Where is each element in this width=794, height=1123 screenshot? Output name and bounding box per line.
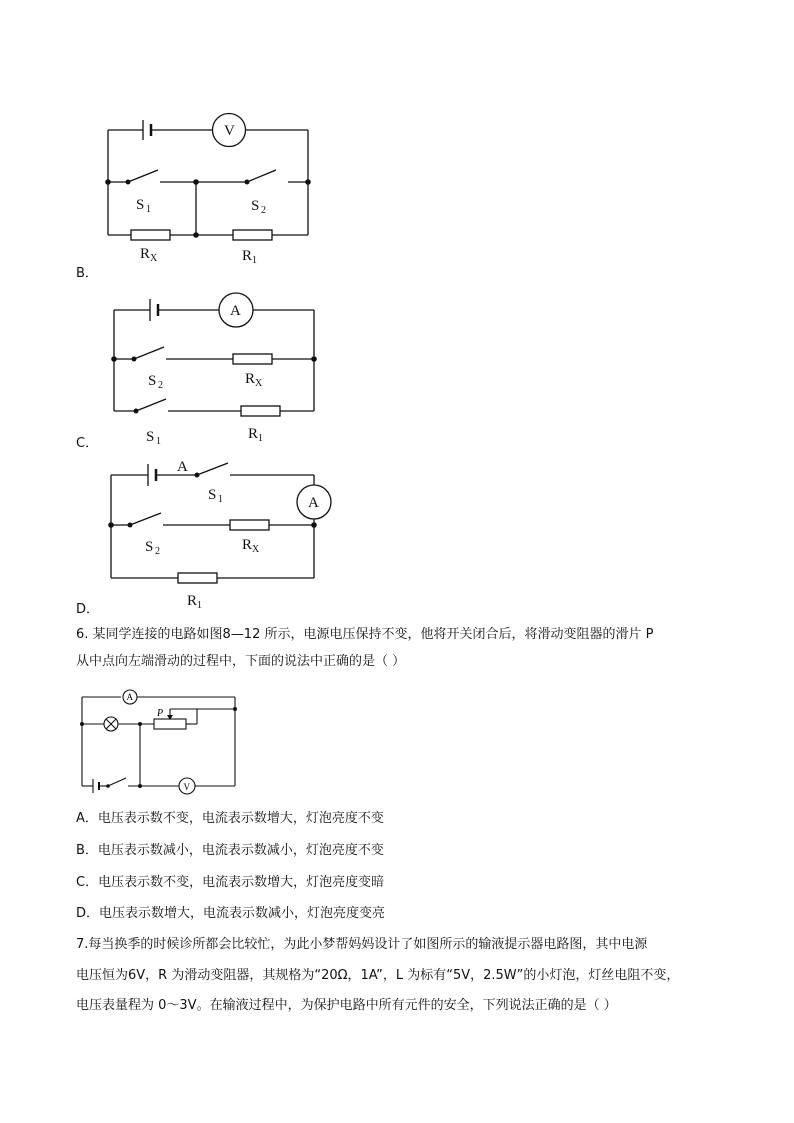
s2-label: S: [148, 373, 157, 389]
r1-label: R: [242, 248, 253, 264]
s2-label: S: [145, 539, 154, 555]
r1-label: R: [187, 593, 198, 609]
s1-label: S: [136, 197, 145, 213]
option-d-label: D．: [76, 602, 100, 617]
s1-sub: 1: [156, 436, 161, 447]
s2-sub: 2: [158, 380, 163, 391]
q6-voltmeter-label: V: [183, 782, 190, 792]
voltmeter-label: V: [224, 123, 235, 139]
option-b-label: B．: [76, 266, 98, 281]
q6-switch-icon: [108, 778, 126, 786]
r1-label: R: [248, 426, 259, 442]
s1-sub: 1: [218, 494, 223, 505]
rx-label: R: [140, 246, 151, 262]
s1-sub: 1: [146, 204, 151, 215]
q7-line-1: 7.每当换季的时候诊所都会比较忙，为此小梦帮妈妈设计了如图所示的输液提示器电路图，其中电源: [76, 937, 648, 952]
q6-option-c: C．电压表示数不变，电流表示数增大，灯泡亮度变暗: [76, 875, 385, 890]
r1-sub: 1: [197, 600, 202, 611]
s2-sub: 2: [155, 546, 160, 557]
rx-sub: X: [150, 253, 158, 264]
q7-line-2: 电压恒为6V，R 为滑动变阻器，其规格为“20Ω，1A”，L 为标有“5V，2.5W”的小灯泡，灯丝电阻不变，: [76, 968, 680, 983]
r1-sub: 1: [252, 255, 257, 266]
r1-sub: 1: [258, 433, 263, 444]
ammeter-label: A: [230, 303, 241, 319]
option-c-label: C．: [76, 436, 99, 451]
q6-line-1: 6. 某同学连接的电路如图8—12 所示，电源电压保持不变，他将开关闭合后，将滑动变阻器的滑片 P: [76, 627, 654, 642]
ammeter-label: A: [308, 495, 319, 511]
s2-sub: 2: [261, 205, 266, 216]
rx-label: R: [245, 371, 256, 387]
s1-label: S: [208, 487, 217, 503]
rx-sub: X: [255, 378, 263, 389]
rx-sub: X: [252, 544, 260, 555]
q7-line-3: 电压表量程为 0～3V。在输液过程中，为保护电路中所有元件的安全，下列说法正确的是（ ）: [76, 998, 617, 1013]
s1-label: S: [146, 429, 155, 445]
q6-option-b: B．电压表示数减小，电流表示数减小，灯泡亮度不变: [76, 843, 384, 858]
q6-slider-label: P: [157, 708, 164, 719]
rx-label: R: [242, 537, 253, 553]
rheostat-icon: [154, 719, 186, 729]
q6-ammeter-label: A: [126, 692, 133, 702]
s2-label: S: [251, 198, 260, 214]
q6-option-d: D．电压表示数增大，电流表示数减小，灯泡亮度变亮: [76, 906, 386, 921]
q6-option-a: A．电压表示数不变，电流表示数增大，灯泡亮度不变: [76, 811, 384, 826]
point-a-label: A: [177, 459, 188, 475]
q6-line-2: 从中点向左端滑动的过程中，下面的说法中正确的是（ ）: [76, 654, 406, 669]
